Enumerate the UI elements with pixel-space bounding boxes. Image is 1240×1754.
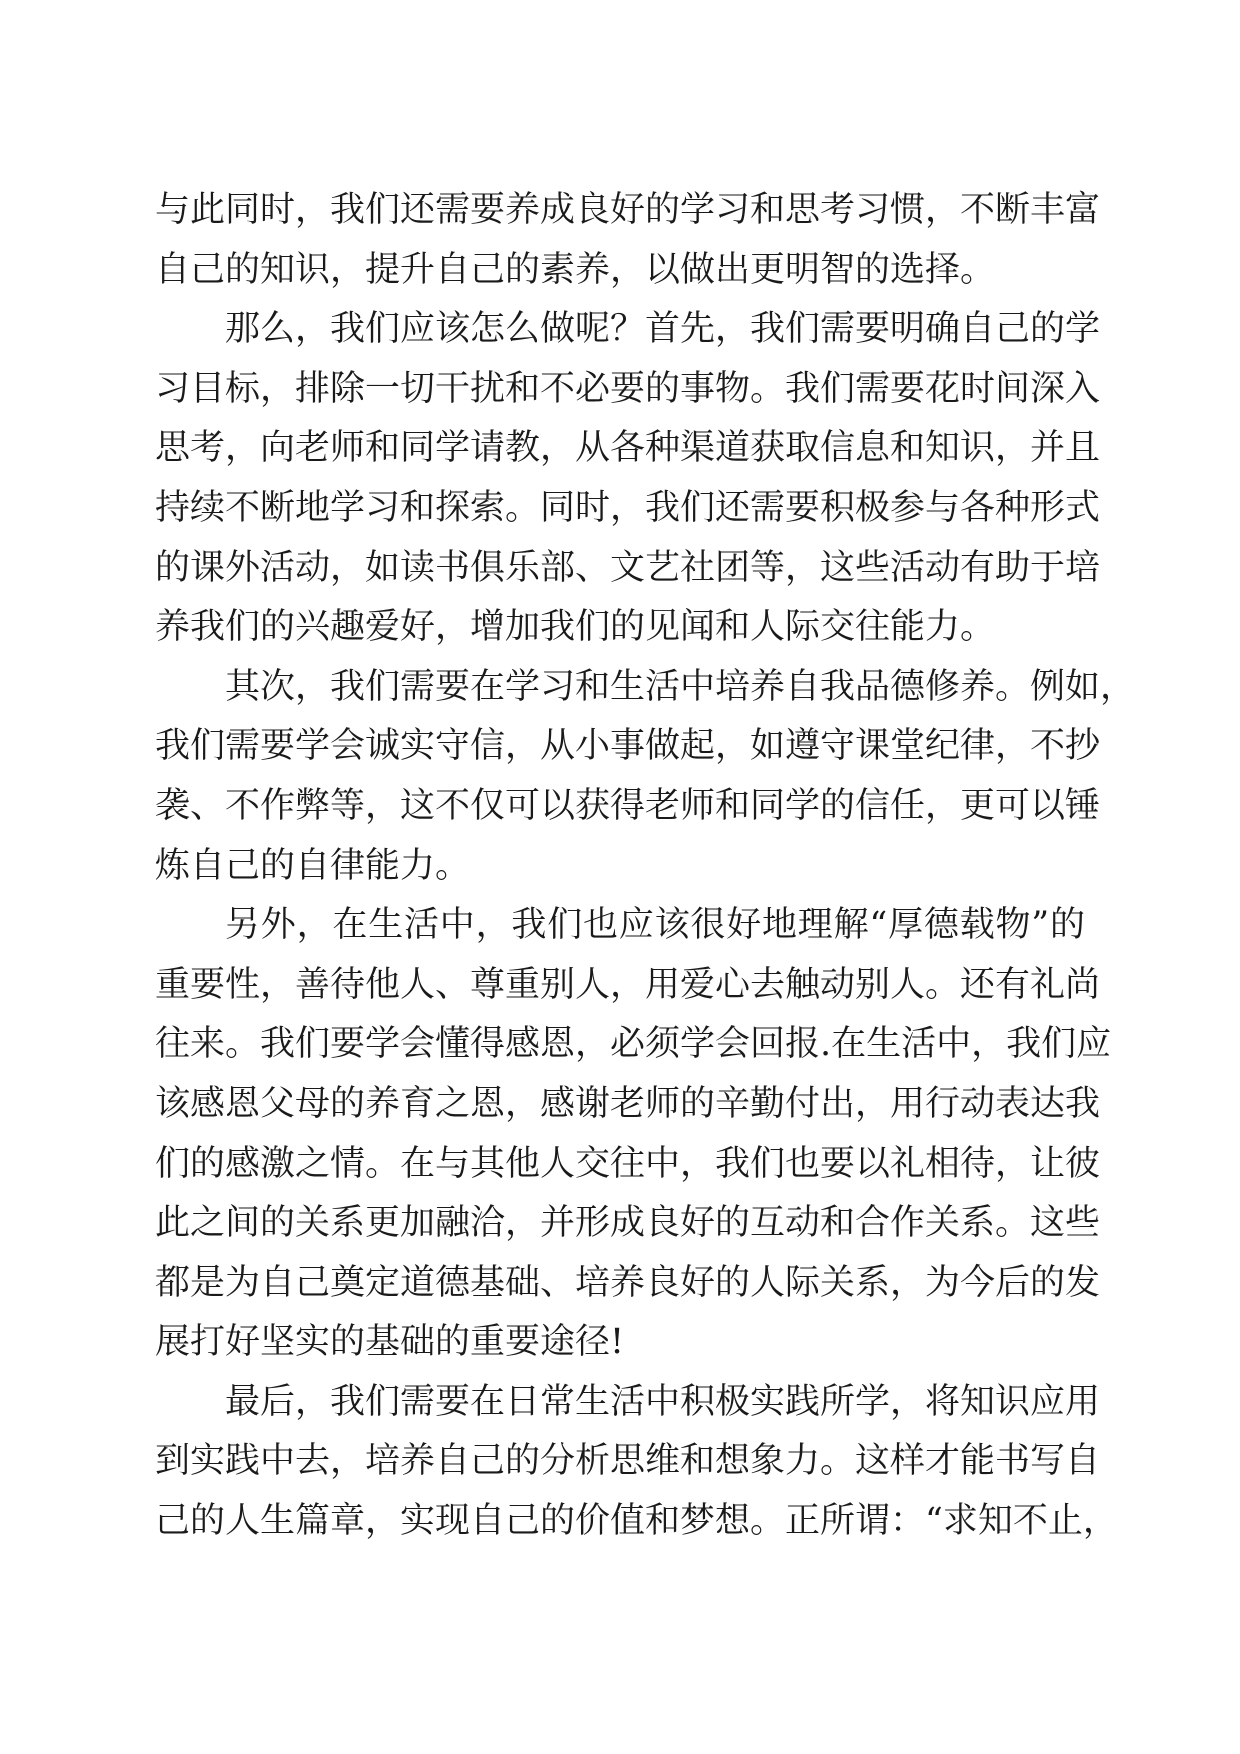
text-line: 最后，我们需要在日常生活中积极实践所学，将知识应用 xyxy=(225,1381,1101,1422)
text-line: 此之间的关系更加融洽，并形成良好的互动和合作关系。这些 xyxy=(155,1203,1101,1244)
text-line: 己的人生篇章，实现自己的价值和梦想。正所谓：“求知不止， xyxy=(155,1501,1118,1542)
text-line: 思考，向老师和同学请教，从各种渠道获取信息和知识，并且 xyxy=(155,428,1101,469)
text-line: 该感恩父母的养育之恩，感谢老师的辛勤付出，用行动表达我 xyxy=(155,1083,1101,1124)
text-line: 养我们的兴趣爱好，增加我们的见闻和人际交往能力。 xyxy=(155,607,996,648)
text-line: 习目标，排除一切干扰和不必要的事物。我们需要花时间深入 xyxy=(155,368,1101,409)
text-line: 炼自己的自律能力。 xyxy=(155,845,471,886)
text-line: 袭、不作弊等，这不仅可以获得老师和同学的信任，更可以锤 xyxy=(155,785,1101,826)
text-line: 那么，我们应该怎么做呢？首先，我们需要明确自己的学 xyxy=(225,309,1101,350)
text-line: 往来。我们要学会懂得感恩，必须学会回报.在生活中，我们应 xyxy=(155,1024,1112,1065)
text-line: 我们需要学会诚实守信，从小事做起，如遵守课堂纪律，不抄 xyxy=(155,726,1101,767)
text-line: 自己的知识，提升自己的素养，以做出更明智的选择。 xyxy=(155,249,996,290)
text-line: 与此同时，我们还需要养成良好的学习和思考习惯，不断丰富 xyxy=(155,190,1101,230)
text-line: 重要性，善待他人、尊重别人，用爱心去触动别人。还有礼尚 xyxy=(155,964,1101,1005)
text-line: 另外，在生活中，我们也应该很好地理解“厚德载物”的 xyxy=(225,905,1085,946)
text-line: 其次，我们需要在学习和生活中培养自我品德修养。例如， xyxy=(225,666,1136,707)
text-line: 的课外活动，如读书俱乐部、文艺社团等，这些活动有助于培 xyxy=(155,547,1101,588)
text-line: 到实践中去，培养自己的分析思维和想象力。这样才能书写自 xyxy=(155,1441,1101,1482)
text-line: 持续不断地学习和探索。同时，我们还需要积极参与各种形式 xyxy=(155,487,1101,528)
body-text xyxy=(155,181,1136,1552)
text-line: 们的感激之情。在与其他人交往中，我们也要以礼相待，让彼 xyxy=(155,1143,1101,1184)
text-line: 都是为自己奠定道德基础、培养良好的人际关系，为今后的发 xyxy=(155,1262,1101,1303)
text-line: 展打好坚实的基础的重要途径! xyxy=(155,1322,625,1363)
